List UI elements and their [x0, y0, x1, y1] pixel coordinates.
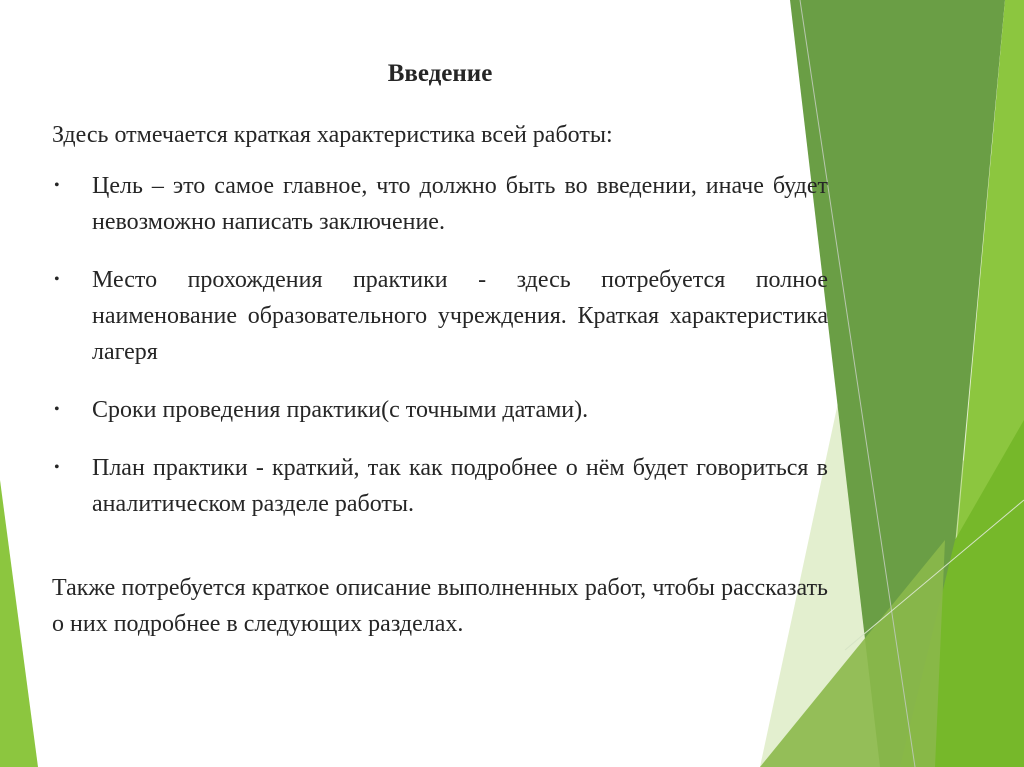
- bullet-text: Сроки проведения практики(с точными датами).: [92, 397, 589, 423]
- bullet-dot-icon: •: [54, 271, 60, 288]
- bullet-list: [52, 168, 828, 544]
- bullet-dot-icon: •: [54, 459, 60, 476]
- bullet-dot-icon: •: [54, 401, 60, 418]
- bullet-item: [52, 392, 828, 428]
- decor-left-bottom: [0, 480, 38, 767]
- bullet-item: [52, 168, 828, 240]
- bullet-item: [52, 262, 828, 370]
- bullet-text: План практики - краткий, так как подробнее о нём будет говориться в аналитическом разделе работы.: [92, 455, 828, 517]
- intro-text: Здесь отмечается краткая характеристика всей работы:: [52, 122, 613, 148]
- bullet-text: Место прохождения практики - здесь потребуется полное наименование образовательного учреждения. Краткая характеристика лагеря: [92, 267, 828, 365]
- bullet-text: Цель – это самое главное, что должно быть во введении, иначе будет невозможно написать заключение.: [92, 173, 828, 235]
- bullet-dot-icon: •: [54, 177, 60, 194]
- slide-title: Введение: [387, 60, 493, 87]
- bullet-item: [52, 450, 828, 522]
- closing-paragraph: Также потребуется краткое описание выполненных работ, чтобы рассказать о них подробнее в следующих разделах.: [52, 575, 828, 637]
